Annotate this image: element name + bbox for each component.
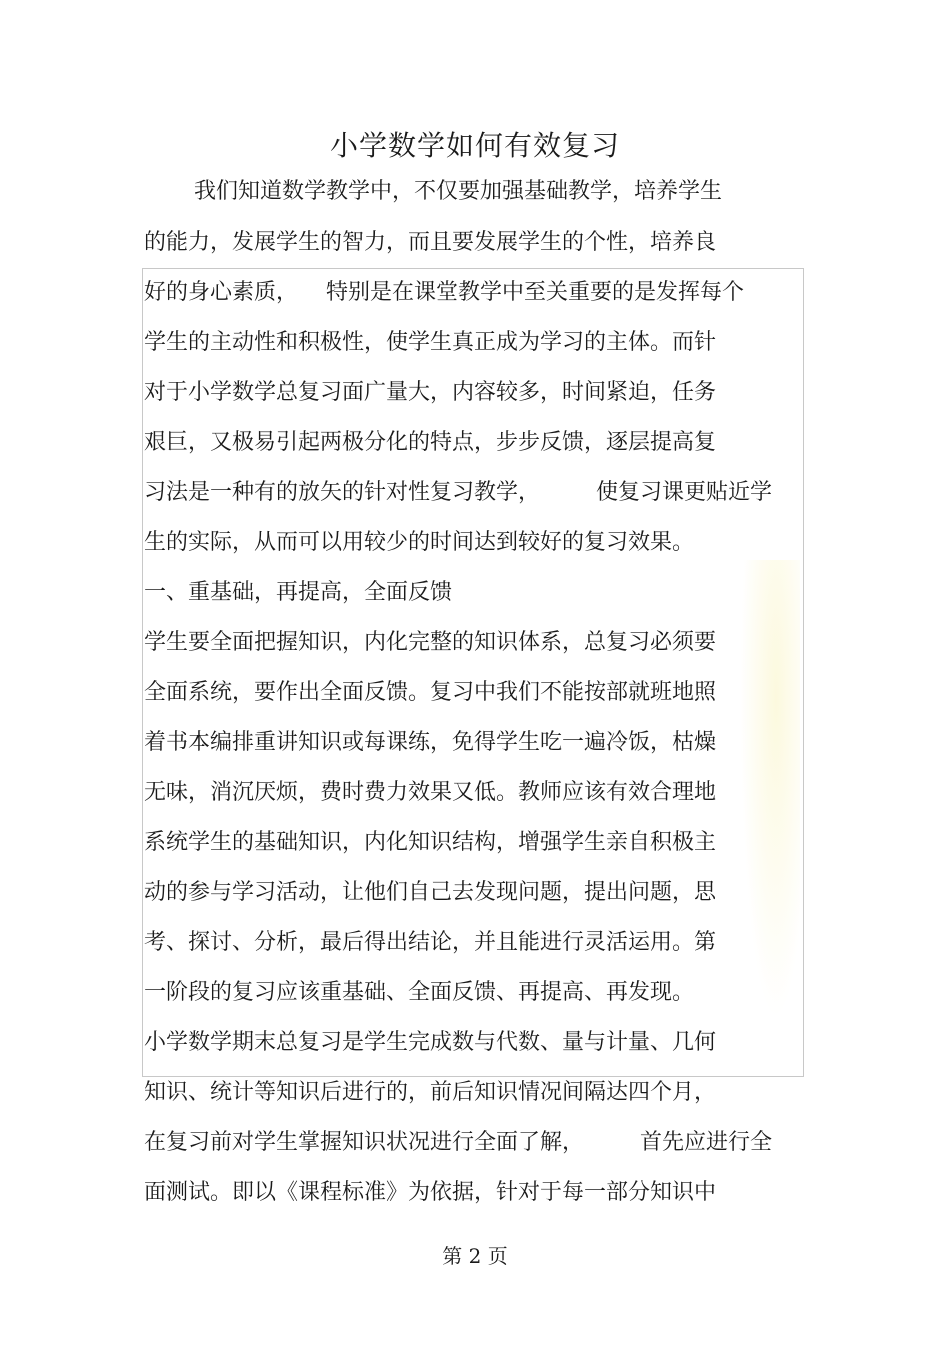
paragraph-line: 全面系统，要作出全面反馈。复习中我们不能按部就班地照 [144,680,717,705]
paragraph-line: 考、探讨、分析，最后得出结论，并且能进行灵活运用。第 [144,930,717,955]
paragraph-line: 小学数学期末总复习是学生完成数与代数、量与计量、几何 [144,1030,717,1055]
page-speckle [740,560,800,1020]
document-title: 小学数学如何有效复习 [329,129,620,162]
paragraph-line: 在复习前对学生掌握知识状况进行全面了解， 首先应进行全 [144,1130,772,1155]
paragraph-line: 学生要全面把握知识，内化完整的知识体系，总复习必须要 [144,630,717,655]
section-heading: 一、重基础，再提高，全面反馈 [144,580,453,605]
paragraph-line: 好的身心素质， 特别是在课堂教学中至关重要的是发挥每个 [144,280,744,305]
paragraph-line: 系统学生的基础知识，内化知识结构，增强学生亲自积极主 [144,830,717,855]
paragraph-line: 我们知道数学教学中，不仅要加强基础教学，培养学生 [194,179,723,204]
paragraph-line: 知识、统计等知识后进行的，前后知识情况间隔达四个月， [144,1080,717,1105]
paragraph-line: 无味，消沉厌烦，费时费力效果又低。教师应该有效合理地 [144,780,717,805]
paragraph-line: 生的实际，从而可以用较少的时间达到较好的复习效果。 [144,530,695,555]
paragraph-line: 面测试。即以《课程标准》为依据，针对于每一部分知识中 [144,1180,717,1205]
paragraph-line: 动的参与学习活动，让他们自己去发现问题，提出问题，思 [144,880,717,905]
paragraph-line: 对于小学数学总复习面广量大，内容较多，时间紧迫，任务 [144,380,717,405]
paragraph-line: 习法是一种有的放矢的针对性复习教学， 使复习课更贴近学 [144,480,772,505]
paragraph-line: 艰巨，又极易引起两极分化的特点，步步反馈，逐层提高复 [144,430,717,455]
paragraph-line: 的能力，发展学生的智力，而且要发展学生的个性，培养良 [144,230,717,255]
page-number: 第 2 页 [442,1244,508,1268]
paragraph-line: 着书本编排重讲知识或每课练，免得学生吃一遍冷饭，枯燥 [144,730,717,755]
paragraph-line: 学生的主动性和积极性，使学生真正成为学习的主体。而针 [144,330,717,355]
paragraph-line: 一阶段的复习应该重基础、全面反馈、再提高、再发现。 [144,980,695,1005]
